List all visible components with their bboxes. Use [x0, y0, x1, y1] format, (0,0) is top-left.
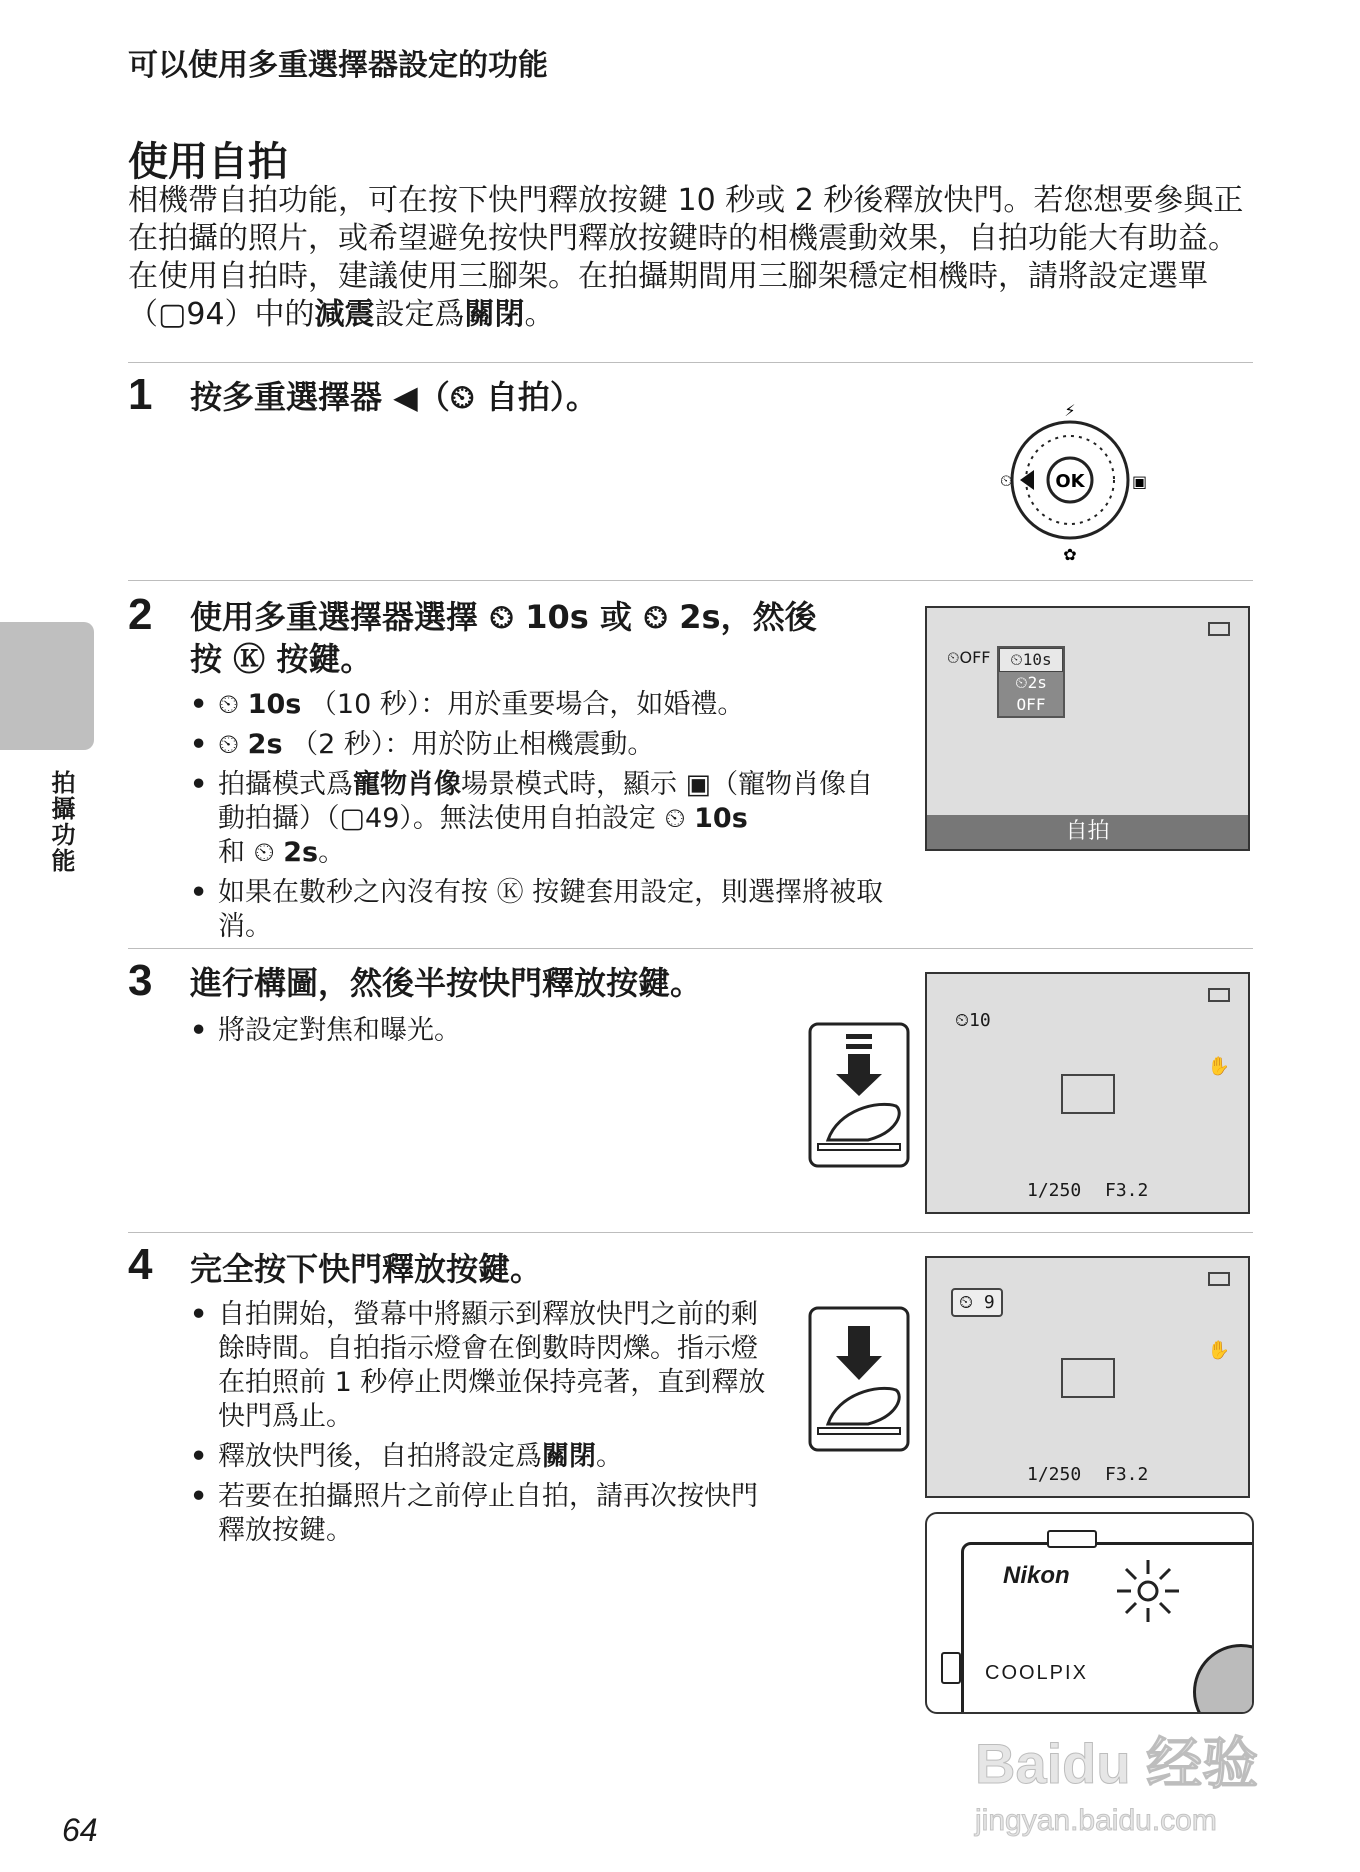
brand-logo: Nikon [1003, 1562, 1070, 1589]
step3-bullets [190, 1014, 770, 1054]
watermark: Baidu 经验 jingyan.baidu.com [975, 1732, 1259, 1837]
chapter-label: 拍攝功能 [47, 770, 75, 874]
step-number: 3 [128, 956, 153, 1005]
intro-paragraph: 相機帶自拍功能，可在按下快門釋放按鍵 10 秒或 2 秒後釋放快門。若您想要參與正在拍攝的照片，或希望避免按快門釋放按鍵時的相機震動效果，自拍功能大有助益。在使用自拍時，建議使用三腳架。在拍攝期間用三腳架穩定相機時，請將設定選單 （▢94）中的減震設定爲關閉。 [128, 183, 1244, 332]
battery-icon [1208, 988, 1230, 1002]
step-number: 4 [128, 1240, 153, 1289]
section-title: 使用自拍 [128, 139, 288, 185]
multi-selector-dial [990, 390, 1190, 570]
divider [128, 580, 1253, 581]
chapter-tab [0, 622, 94, 750]
chapter-header: 可以使用多重選擇器設定的功能 [128, 48, 548, 83]
ok-icon: Ⓚ [233, 640, 266, 678]
ok-icon: Ⓚ [496, 877, 524, 908]
full-press-illustration [808, 1306, 910, 1452]
step-title: 按多重選擇器 ◀（⏲ 自拍）。 [190, 378, 598, 416]
self-timer-icon: ⏲ [218, 689, 240, 720]
book-icon: ▢ [339, 803, 366, 834]
shutter-speed: 1/250 [1027, 1464, 1082, 1485]
list-item: • 自拍開始，螢幕中將顯示到釋放快門之前的剩餘時間。自拍指示燈會在倒數時閃爍。指示燈在拍照前 1 秒停止閃爍並保持亮著，直到釋放快門爲止。 [190, 1298, 770, 1434]
screen-label-bar: 自拍 [927, 815, 1248, 849]
step-title: 完全按下快門釋放按鍵。 [190, 1250, 543, 1288]
step-number: 1 [128, 370, 153, 419]
self-timer-icon: ⏲ [489, 598, 515, 636]
menu-item-off[interactable]: OFF [1016, 695, 1046, 714]
camera-illustration [925, 1512, 1254, 1714]
self-timer-icon: ⏲ [253, 837, 275, 868]
camera-screen-countdown [925, 1256, 1250, 1498]
battery-icon [1208, 1272, 1230, 1286]
exposure-icon: ▣ [1132, 472, 1148, 491]
page-number: 64 [62, 1812, 98, 1848]
camera-screen-half-press [925, 972, 1250, 1214]
timer-readout: ⏲10 [955, 1010, 991, 1031]
list-item: • ⏲ 2s （2 秒）：用於防止相機震動。 [190, 728, 890, 762]
menu-item-2s[interactable]: ⏲2s [1015, 673, 1047, 692]
strap-eyelet [941, 1652, 961, 1684]
divider [128, 1232, 1253, 1233]
list-item: • ⏲ 10s （10 秒）：用於重要場合，如婚禮。 [190, 688, 890, 722]
self-timer-icon: ⏲ [449, 378, 475, 416]
self-timer-lamp-icon [1113, 1556, 1183, 1626]
page-ref[interactable]: 49 [365, 803, 400, 834]
focus-area [1061, 1074, 1115, 1114]
ok-button-label: OK [1055, 471, 1085, 492]
divider [128, 362, 1253, 363]
book-icon: ▢ [158, 297, 187, 332]
self-timer-icon: ⏲ [1000, 471, 1013, 490]
page-ref[interactable]: 94 [186, 297, 225, 332]
list-item: • 釋放快門後，自拍將設定爲關閉。 [190, 1440, 770, 1474]
step-title: 進行構圖，然後半按快門釋放按鍵。 [190, 964, 703, 1002]
aperture: F3.2 [1105, 1180, 1149, 1201]
pet-portrait-icon: ▣ [685, 769, 712, 800]
flash-icon: ⚡ [1064, 401, 1076, 420]
macro-icon: ✿ [1063, 545, 1077, 564]
list-item: • 將設定對焦和曝光。 [190, 1014, 770, 1048]
list-item: • 拍攝模式爲寵物肖像場景模式時，顯示 ▣（寵物肖像自動拍攝）（▢49）。無法使用自拍設定 ⏲ 10s 和 ⏲ 2s。 [190, 768, 890, 870]
self-timer-icon: ⏲ [664, 803, 686, 834]
focus-area [1061, 1358, 1115, 1398]
self-timer-icon: ⏲ [218, 729, 240, 760]
step4-bullets [190, 1298, 770, 1554]
list-item: • 若要在拍攝照片之前停止自拍，請再次按快門釋放按鍵。 [190, 1480, 770, 1548]
half-press-illustration [808, 1022, 910, 1168]
divider [128, 948, 1253, 949]
shutter-speed: 1/250 [1027, 1180, 1082, 1201]
step-number: 2 [128, 590, 153, 639]
model-logo: COOLPIX [985, 1662, 1088, 1684]
self-timer-menu [997, 646, 1065, 718]
countdown-readout: ⏲ 9 [951, 1288, 1003, 1317]
vibration-reduction-icon: ✋ [1207, 1056, 1230, 1077]
list-item: • 如果在數秒之內沒有按 Ⓚ 按鍵套用設定，則選擇將被取消。 [190, 876, 890, 944]
self-timer-icon: ⏲ [643, 598, 669, 636]
step2-bullets [190, 688, 890, 950]
battery-icon [1208, 622, 1230, 636]
camera-screen-menu [925, 606, 1250, 851]
self-timer-status: ⏲OFF [947, 648, 991, 667]
aperture: F3.2 [1105, 1464, 1149, 1485]
step-title: 使用多重選擇器選擇 ⏲ 10s 或 ⏲ 2s，然後 按 Ⓚ 按鍵。 [190, 598, 817, 678]
vibration-reduction-icon: ✋ [1207, 1340, 1230, 1361]
menu-item-10s[interactable]: ⏲10s [999, 648, 1063, 672]
flash-unit [1047, 1530, 1097, 1548]
